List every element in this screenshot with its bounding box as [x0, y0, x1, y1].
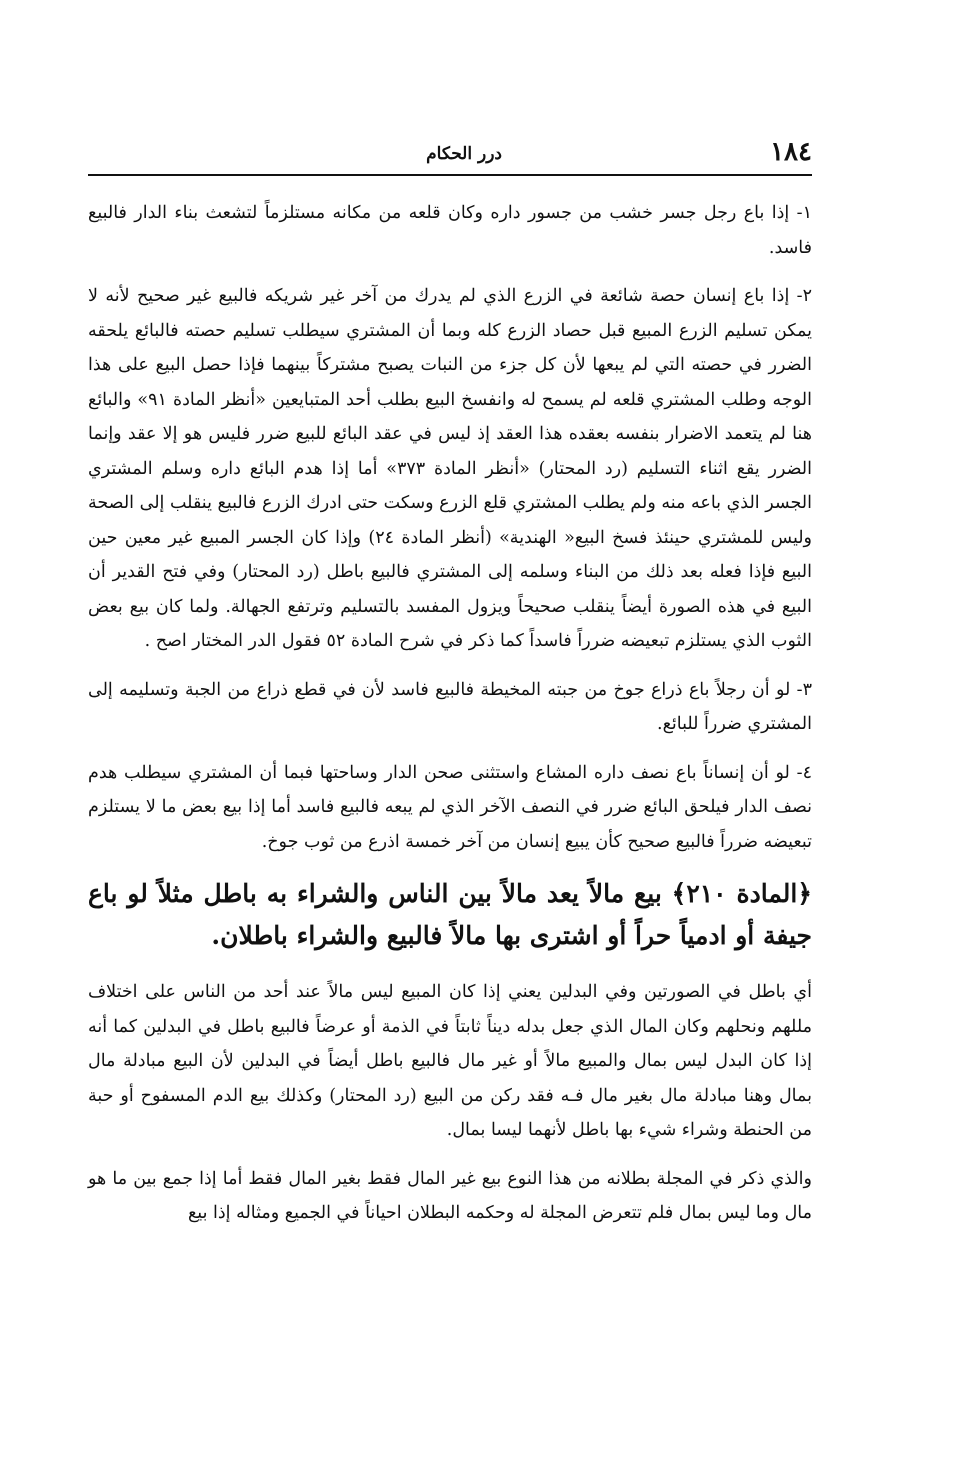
- paragraph-item-3: ٣- لو أن رجلاً باع ذراع جوخ من جبته المخيطة فالبيع فاسد لأن في قطع ذراع من الجبة وتسليمه إلى المشتري ضرراً للبائع.: [88, 679, 812, 734]
- page-number: ١٨٤: [770, 137, 812, 167]
- article-210-heading: ﴿المادة ٢١٠﴾ بيع مالاً يعد مالاً بين الناس والشراء به باطل مثلاً لو باع جيفة أو ادمياً حراً أو اشترى بها مالاً فالبيع والشراء باطلان.: [88, 879, 812, 950]
- paragraph-item-1: ١- إذا باع رجل جسر خشب من جسور داره وكان قلعه من مكانه مستلزماً لتشعث بناء الدار فالبيع فاسد.: [88, 203, 812, 258]
- page-body: [88, 196, 812, 1245]
- commentary-paragraph-1: أي باطل في الصورتين وفي البدلين يعني إذا كان المبيع ليس مالاً عند أحد من الناس على اختلاف مللهم ونحلهم وكان المال الذي جعل بدله ديناً ثابتاً في الذمة أو عرضاً فالبيع باطل في البدلين كما أنه إذا كان البدل ليس بمال والمبيع مالاً أو غير مال فالبيع باطل أيضاً في البدلين لأن البيع مبادلة مال بمال وهنا مبادلة مال بغير مال فـه فقد ركن من البيع (رد المحتار) وكذلك بيع الدم المسفوح أو حبة من الحنطة وشراء شيء بها باطل لأنهما ليسا بمال.: [88, 982, 812, 1140]
- running-title: درر الحكام: [426, 144, 502, 164]
- paragraph-item-2: ٢- إذا باع إنسان حصة شائعة في الزرع الذي لم يدرك من آخر غير شريكه فالبيع غير صحيح لأنه لا يمكن تسليم الزرع المبيع قبل حصاد الزرع كله وبما أن المشتري سيطلب تسليم حصته فالبائع يلحقه الضرر في حصته التي لم يبعها لأن كل جزء من النبات يصبح مشتركاً بينهما فإذا حصل البيع على هذا الوجه وطلب المشتري قلعه لم يسمح له وانفسخ البيع بطلب أحد المتبايعين «أنظر المادة ٩١» والبائع هنا لم يتعمد الاضرار بنفسه بعقده هذا العقد إذ ليس في عقد البائع للبيع ضرر فليس هو إلا عقد وإنما الضرر يقع اثناء التسليم (رد المحتار) «أنظر المادة ٣٧٣» أما إذا هدم البائع داره وسلم المشتري الجسر الذي باعه منه ولم يطلب المشتري قلع الزرع وسكت حتى ادرك الزرع فالبيع ينقلب إلى الصحة وليس للمشتري حينئذ فسخ البيع« الهندية» (أنظر المادة ٢٤) وإذا كان الجسر المبيع غير معين حين البيع فإذا فعله بعد ذلك من البناء وسلمه إلى المشتري فالبيع باطل (رد المحتار) وفي فتح القدير أن البيع في هذه الصورة أيضاً ينقلب صحيحاً ويزول المفسد بالتسليم وترتفع الجهالة. ولما كان بيع بعض الثوب الذي يستلزم تبعيضه ضرراً فاسداً كما ذكر في شرح المادة ٥٢ فقول الدر المختار اصح .: [88, 286, 813, 651]
- paragraph-item-4: ٤- لو أن إنساناً باع نصف داره المشاع واستثنى صحن الدار وساحتها فبما أن المشتري سيطلب هدم نصف الدار فيلحق البائع ضرر في النصف الآخر الذي لم يبعه فالبيع فاسد أما إذا بيع بعض ما لا يستلزم تبعيضه ضرراً فالبيع صحيح كأن يبيع إنسان من آخر خمسة اذرع من ثوب جوخ.: [88, 762, 812, 852]
- commentary-paragraph-2: والذي ذكر في المجلة بطلانه من هذا النوع بيع غير المال فقط بغير المال فقط أما إذا جمع بين ما هو مال وما ليس بمال فلم تتعرض المجلة له وحكمه البطلان احياناً في الجميع ومثاله إذا بيع: [88, 1168, 812, 1223]
- page-header: [88, 136, 812, 176]
